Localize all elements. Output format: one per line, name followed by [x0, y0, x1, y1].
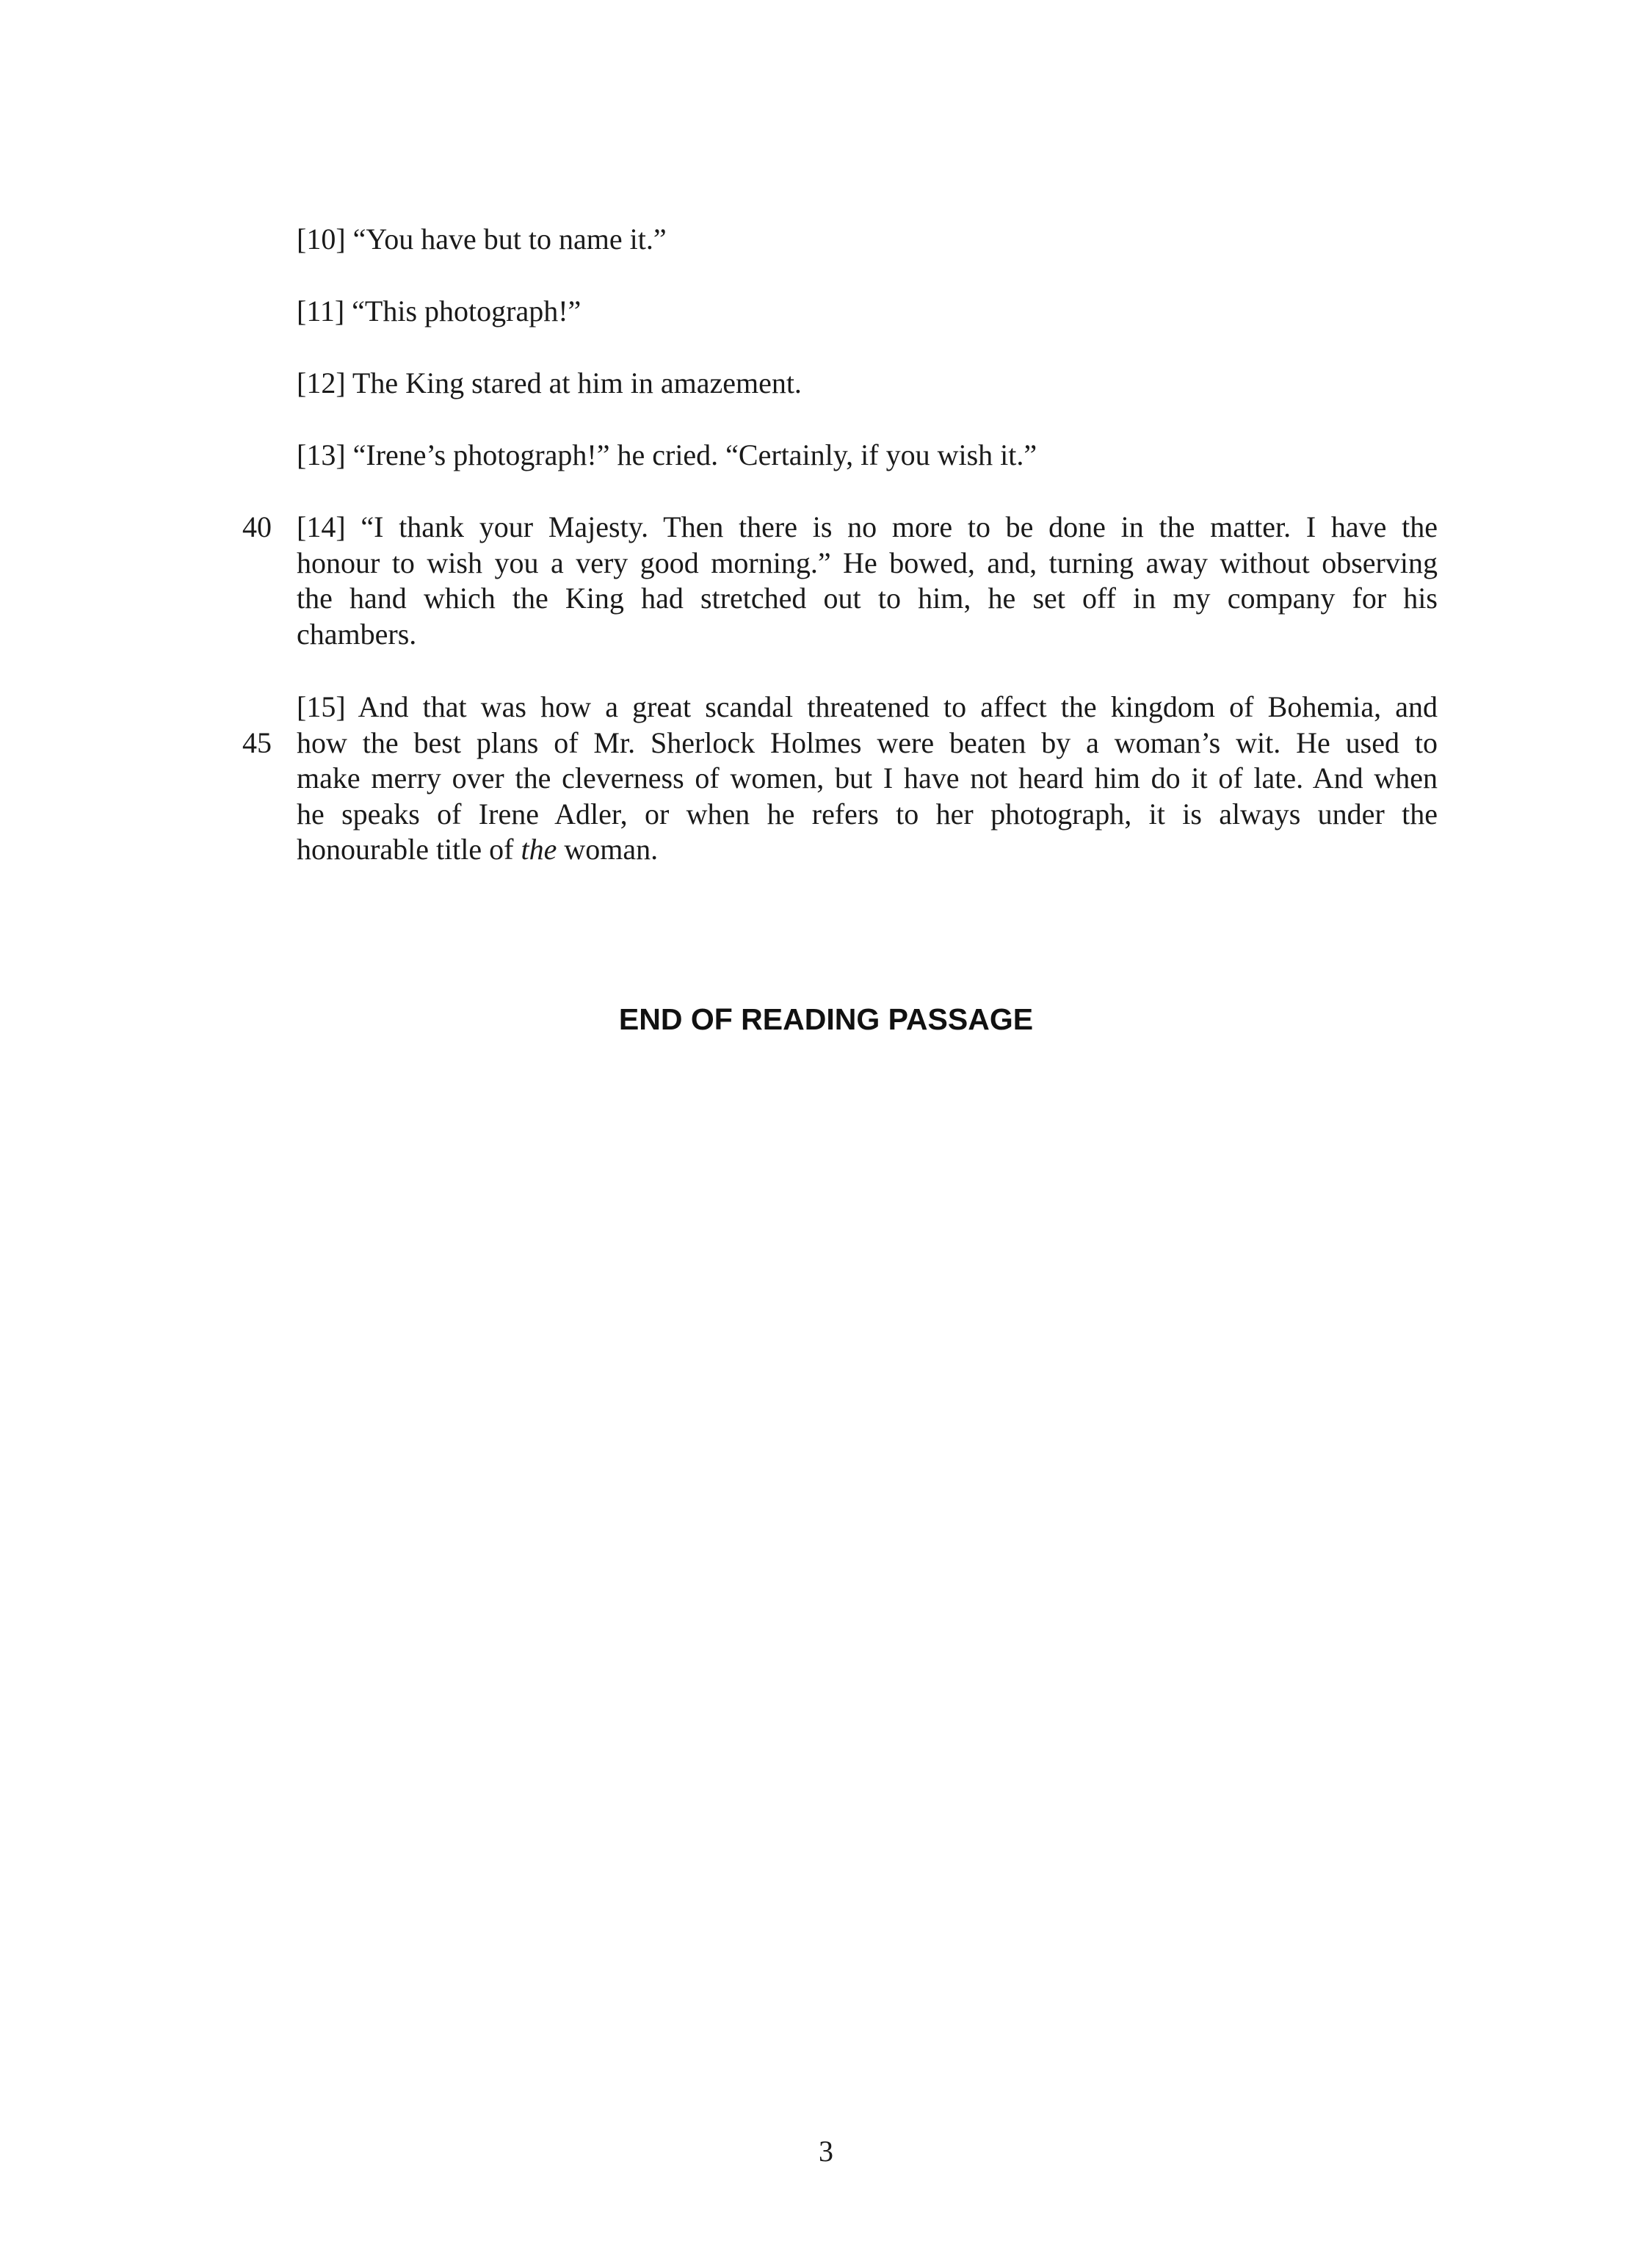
paragraph-11	[297, 294, 1438, 330]
paragraph-10-text: [10] “You have but to name it.”	[297, 222, 667, 256]
paragraph-12	[297, 366, 1438, 402]
paragraph-15-line-5	[297, 832, 1438, 868]
paragraph-15	[297, 690, 1438, 868]
page-number: 3	[819, 2135, 833, 2168]
paragraph-13	[297, 438, 1438, 474]
italic-emphasis: the	[521, 833, 557, 866]
paragraph-14-line: the hand which the King had stretched out to him, he set off in my company for his	[297, 582, 1438, 615]
paragraph-14	[297, 510, 1438, 652]
line-number-40: 40	[242, 510, 272, 543]
paragraph-15-line: he speaks of Irene Adler, or when he refers to her photograph, it is always under the	[297, 797, 1438, 831]
paragraph-13-text: [13] “Irene’s photograph!” he cried. “Certainly, if you wish it.”	[297, 438, 1037, 471]
end-of-passage-heading: END OF READING PASSAGE	[618, 1002, 1034, 1036]
paragraph-15-line-5-start: honourable title of	[297, 833, 521, 866]
paragraph-14-line: honour to wish you a very good morning.” He bowed, and, turning away without observing	[297, 546, 1438, 579]
paragraph-10	[297, 222, 1438, 258]
paragraph-15-line: [15] And that was how a great scandal threatened to affect the kingdom of Bohemia, and	[297, 690, 1438, 723]
paragraph-14-line: [14] “I thank your Majesty. Then there is no more to be done in the matter. I have the	[297, 510, 1438, 543]
paragraph-12-text: [12] The King stared at him in amazement.	[297, 366, 802, 399]
paragraph-15-line: how the best plans of Mr. Sherlock Holmes were beaten by a woman’s wit. He used to	[297, 725, 1438, 759]
paragraph-11-text: [11] “This photograph!”	[297, 294, 582, 328]
paragraph-14-line: chambers.	[297, 617, 417, 651]
paragraph-15-line-5-end: woman.	[557, 833, 659, 866]
paragraph-15-line: make merry over the cleverness of women, but I have not heard him do it of late. And when	[297, 761, 1438, 795]
line-number-45: 45	[242, 726, 272, 759]
